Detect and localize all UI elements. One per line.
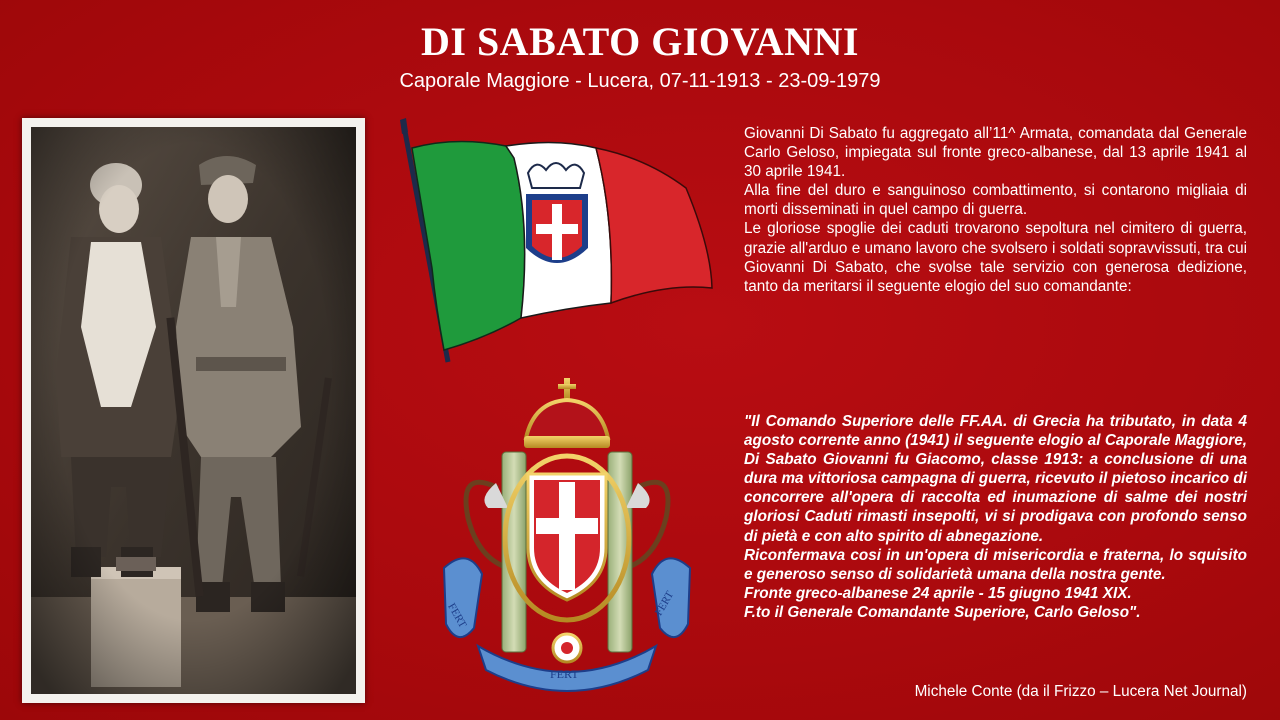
motto-left: FERT [445, 601, 469, 631]
commendation-paragraph: Riconfermava cosi in un'opera di misericordia e fraterna, lo squisito e generoso senso di solidarietà umana della nostra gente. [744, 546, 1247, 583]
commendation-quote [744, 412, 1247, 622]
page-subtitle: Caporale Maggiore - Lucera, 07-11-1913 - 23-09-1979 [399, 70, 881, 92]
biography-text [744, 124, 1247, 296]
motto-bottom: FERT [550, 667, 579, 681]
commendation-paragraph: Fronte greco-albanese 24 aprile - 15 giugno 1941 XIX. [744, 584, 1132, 602]
vintage-photo [31, 127, 356, 694]
commendation-paragraph: F.to il Generale Comandante Superiore, Carlo Geloso". [744, 603, 1141, 621]
photo-frame [22, 118, 365, 703]
savoy-coat-of-arms [438, 378, 696, 698]
page-title: DI SABATO GIOVANNI [420, 19, 859, 64]
commendation-paragraph: "Il Comando Superiore delle FF.AA. di Grecia ha tributato, in data 4 agosto corrente anno (1941) il seguente elogio al Caporale Maggiore, Di Sabato Giovanni fu Giacomo, classe 1913: a conclusione di una dura ma vittoriosa campagna di guerra, ricevuto il pietoso incarico di concorrere all'opera di raccolta ed inumazione di salme dei nostri gloriosi Caduti rimasti insepolti, vi si prodigava con profondo senso di pietà e con alto spirito di abnegazione. [744, 413, 1247, 545]
biography-paragraph: Giovanni Di Sabato fu aggregato all’11^ Armata, comandata dal Generale Carlo Geloso, impiegata sul fronte greco-albanese, dal 13 aprile 1941 al 30 aprile 1941. [744, 125, 1247, 181]
source-credit: Michele Conte (da il Frizzo – Lucera Net Journal) [914, 683, 1247, 700]
biography-paragraph: Le gloriose spoglie dei caduti trovarono sepoltura nel cimitero di guerra, grazie all'arduo e umano lavoro che svolsero i soldati sopravvissuti, tra cui Giovanni Di Sabato, che svolse tale servizio con generosa dedizione, tanto da meritarsi il seguente elogio del suo comandante: [744, 220, 1247, 295]
italian-royal-flag [396, 118, 716, 368]
biography-paragraph: Alla fine del duro e sanguinoso combattimento, si contarono migliaia di morti disseminati in quel campo di guerra. [744, 182, 1247, 219]
motto-right: FERT [652, 589, 677, 618]
